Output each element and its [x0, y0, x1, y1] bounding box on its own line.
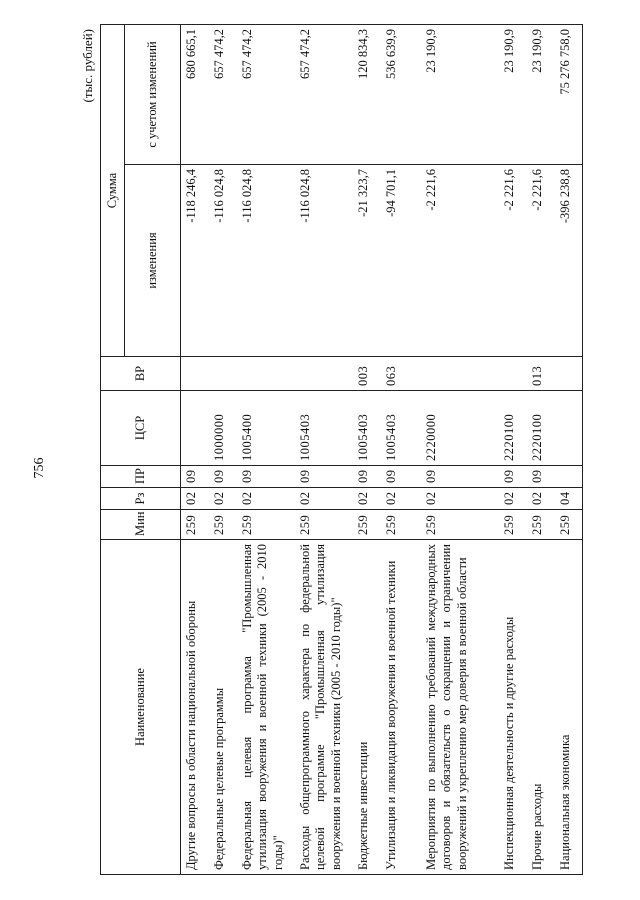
page-number: 756 — [32, 457, 47, 479]
table-row — [555, 25, 583, 875]
row-csr: 2220000 — [421, 391, 499, 466]
rotated-page — [80, 25, 572, 875]
row-total: 657 474,2 — [237, 25, 295, 165]
row-total: 657 474,2 — [209, 25, 237, 165]
unit-note: (тыс. рублей) — [80, 29, 95, 103]
row-csr: 1005403 — [295, 391, 353, 466]
row-rz: 02 — [527, 488, 555, 510]
row-vr: 013 — [527, 357, 555, 391]
header-name: Наименование — [101, 540, 181, 875]
row-change: -2 221,6 — [499, 165, 527, 357]
row-name: Утилизация и ликвидация вооружения и военной техники — [381, 540, 421, 875]
row-name: Мероприятия по выполнению требований международных договоров и обязательств о сокращении и ограничении вооружений и укреплению мер доверия в военной области — [421, 540, 499, 875]
row-pr: 09 — [209, 466, 237, 488]
row-vr: 063 — [381, 357, 421, 391]
row-csr: 1005403 — [353, 391, 381, 466]
row-vr — [209, 357, 237, 391]
row-change: -116 024,8 — [295, 165, 353, 357]
row-change: -396 238,8 — [555, 165, 583, 357]
row-min: 259 — [555, 510, 583, 540]
row-rz: 02 — [421, 488, 499, 510]
row-min: 259 — [421, 510, 499, 540]
row-pr: 09 — [295, 466, 353, 488]
table-row — [353, 25, 381, 875]
row-min: 259 — [353, 510, 381, 540]
row-pr: 09 — [381, 466, 421, 488]
row-pr: 09 — [527, 466, 555, 488]
row-csr — [555, 391, 583, 466]
row-pr: 09 — [353, 466, 381, 488]
row-pr: 09 — [499, 466, 527, 488]
row-change: -21 323,7 — [353, 165, 381, 357]
row-min: 259 — [527, 510, 555, 540]
row-name: Инспекционная деятельность и другие расходы — [499, 540, 527, 875]
table-row — [527, 25, 555, 875]
row-vr — [499, 357, 527, 391]
table-row — [381, 25, 421, 875]
table-row — [421, 25, 499, 875]
row-name: Федеральные целевые программы — [209, 540, 237, 875]
row-vr — [237, 357, 295, 391]
row-csr: 2220100 — [499, 391, 527, 466]
header-vr: ВР — [101, 357, 181, 391]
row-total: 657 474,2 — [295, 25, 353, 165]
table-header — [101, 25, 181, 875]
row-min: 259 — [381, 510, 421, 540]
row-change: -116 024,8 — [209, 165, 237, 357]
row-name: Национальная экономика — [555, 540, 583, 875]
row-rz: 02 — [209, 488, 237, 510]
row-total: 23 190,9 — [499, 25, 527, 165]
row-rz: 02 — [499, 488, 527, 510]
row-csr: 1000000 — [209, 391, 237, 466]
header-min: Мин — [101, 510, 181, 540]
row-rz: 02 — [353, 488, 381, 510]
header-sum: Сумма — [101, 25, 125, 357]
header-pr: ПР — [101, 466, 181, 488]
table-row — [499, 25, 527, 875]
row-csr — [181, 391, 209, 466]
row-csr: 2220100 — [527, 391, 555, 466]
row-change: -2 221,6 — [421, 165, 499, 357]
row-total: 23 190,9 — [421, 25, 499, 165]
row-rz: 04 — [555, 488, 583, 510]
row-min: 259 — [295, 510, 353, 540]
row-name: Федеральная целевая программа "Промышленная утилизация вооружения и военной техники (2005 - 2010 годы)" — [237, 540, 295, 875]
row-vr — [181, 357, 209, 391]
row-min: 259 — [237, 510, 295, 540]
row-change: -116 024,8 — [237, 165, 295, 357]
budget-table — [100, 24, 583, 875]
row-min: 259 — [181, 510, 209, 540]
row-total: 23 190,9 — [527, 25, 555, 165]
table-row — [295, 25, 353, 875]
row-rz: 02 — [237, 488, 295, 510]
row-change: -118 246,4 — [181, 165, 209, 357]
row-total: 75 276 758,0 — [555, 25, 583, 165]
table-row — [181, 25, 209, 875]
row-name: Другие вопросы в области национальной обороны — [181, 540, 209, 875]
row-min: 259 — [209, 510, 237, 540]
row-pr: 09 — [181, 466, 209, 488]
row-pr: 09 — [237, 466, 295, 488]
row-rz: 02 — [381, 488, 421, 510]
row-total: 536 639,9 — [381, 25, 421, 165]
row-rz: 02 — [181, 488, 209, 510]
row-total: 120 834,3 — [353, 25, 381, 165]
header-csr: ЦСР — [101, 391, 181, 466]
row-name: Прочие расходы — [527, 540, 555, 875]
table-row — [209, 25, 237, 875]
header-with-change: с учетом изменений — [125, 25, 181, 165]
row-pr: 09 — [421, 466, 499, 488]
row-csr: 1005403 — [381, 391, 421, 466]
header-change: изменения — [125, 165, 181, 357]
row-vr — [421, 357, 499, 391]
row-name: Бюджетные инвестиции — [353, 540, 381, 875]
row-change: -2 221,6 — [527, 165, 555, 357]
row-vr — [295, 357, 353, 391]
row-csr: 1005400 — [237, 391, 295, 466]
row-change: -94 701,1 — [381, 165, 421, 357]
row-vr: 003 — [353, 357, 381, 391]
table-row — [237, 25, 295, 875]
row-vr — [555, 357, 583, 391]
row-total: 680 665,1 — [181, 25, 209, 165]
header-rz: Рз — [101, 488, 181, 510]
row-name: Расходы общепрограммного характера по федеральной целевой программе "Промышленная утилизация вооружения и военной техники (2005 - 2010 годы)" — [295, 540, 353, 875]
row-min: 259 — [499, 510, 527, 540]
row-pr — [555, 466, 583, 488]
row-rz: 02 — [295, 488, 353, 510]
